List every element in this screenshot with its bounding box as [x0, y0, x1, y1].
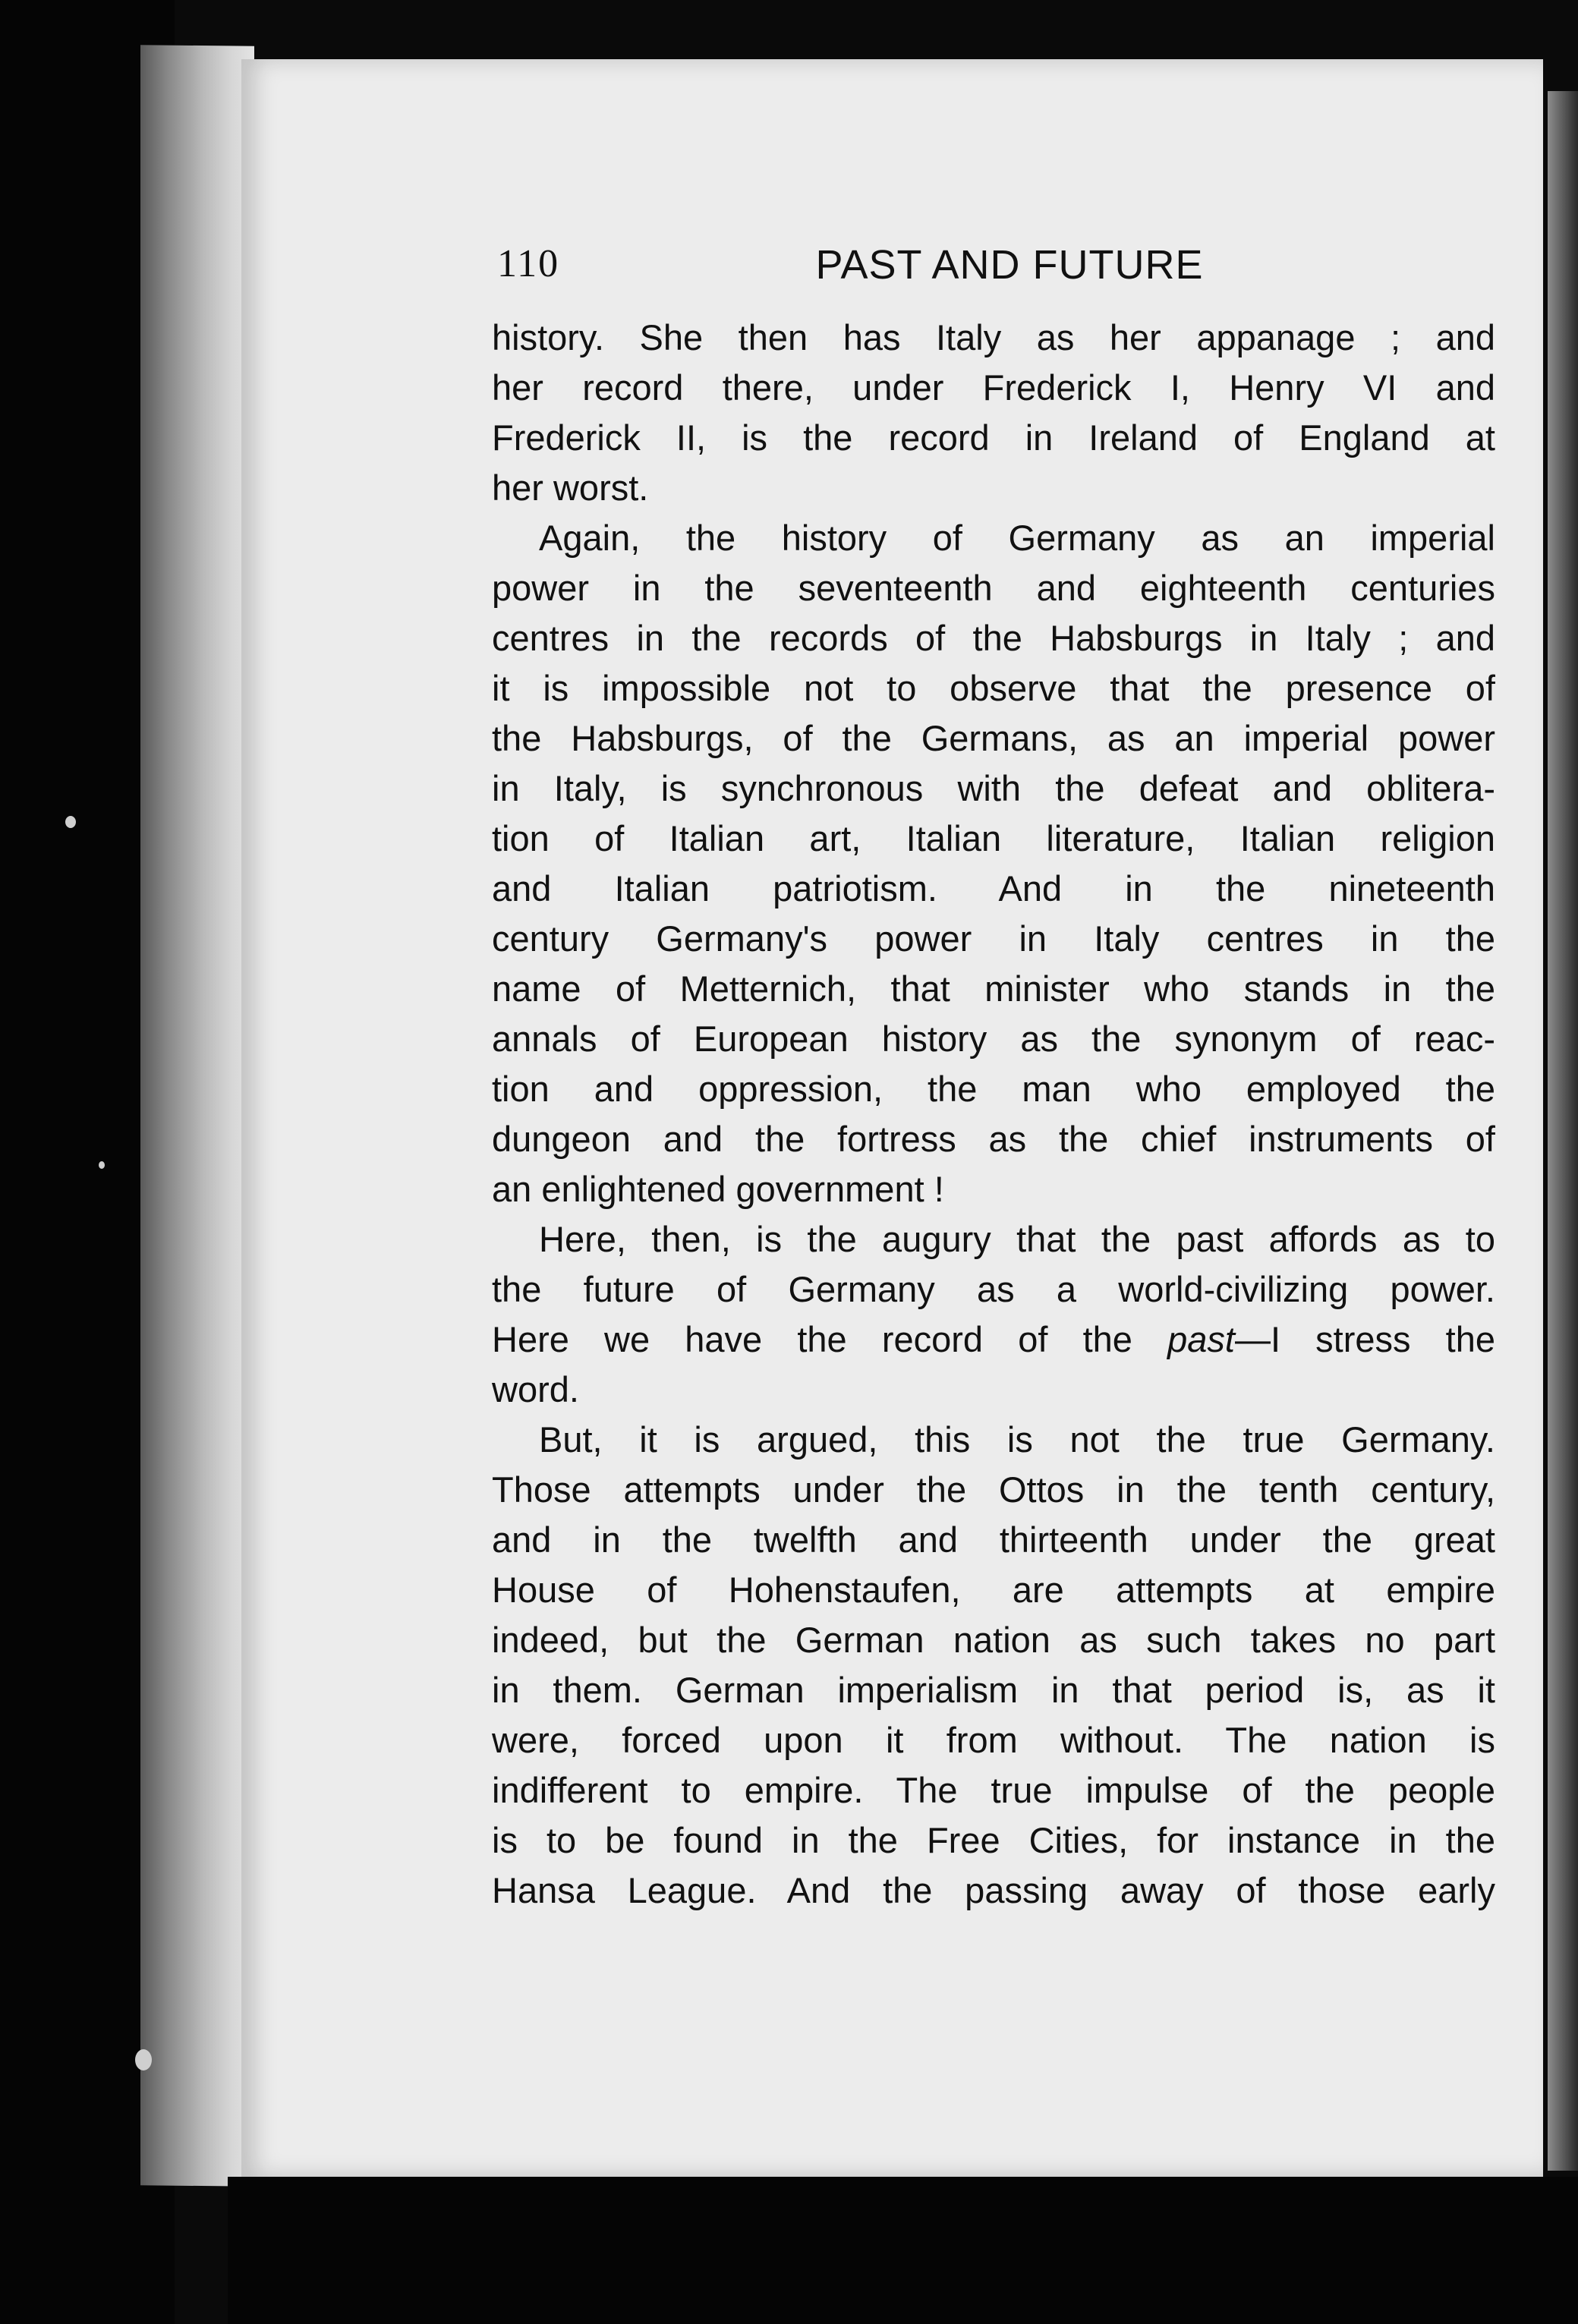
text-line: power in the seventeenth and eighteenth centuries [492, 568, 1495, 608]
text-line: and in the twelfth and thirteenth under the great [492, 1519, 1495, 1560]
dust-speck [99, 1161, 105, 1169]
text-line: indifferent to empire. The true impulse of the people [492, 1770, 1495, 1810]
text-line: her record there, under Frederick I, Henry VI and [492, 367, 1495, 408]
text-line: Again, the history of Germany as an imperial [539, 518, 1495, 558]
text-line: indeed, but the German nation as such takes no part [492, 1620, 1495, 1660]
text-line: centres in the records of the Habsburgs in Italy ; and [492, 618, 1495, 658]
italic-word: past [1167, 1319, 1235, 1359]
text-line: the Habsburgs, of the Germans, as an imperial power [492, 718, 1495, 758]
text-line: history. She then has Italy as her appanage ; and [492, 317, 1495, 357]
text-line: an enlightened government ! [492, 1169, 944, 1209]
text-line: tion and oppression, the man who employed the [492, 1069, 1495, 1109]
body-text [492, 313, 1495, 1916]
text-line: House of Hohenstaufen, are attempts at empire [492, 1570, 1495, 1610]
text-line: tion of Italian art, Italian literature, Italian religion [492, 818, 1495, 858]
text-line: But, it is argued, this is not the true Germany. [539, 1419, 1495, 1460]
text-line: in them. German imperialism in that period is, as it [492, 1670, 1495, 1710]
text-line: Those attempts under the Ottos in the tenth century, [492, 1469, 1495, 1510]
text-line: annals of European history as the synonym of reac- [492, 1019, 1495, 1059]
text-line: Here, then, is the augury that the past affords as to [539, 1219, 1495, 1259]
text-line: century Germany's power in Italy centres in the [492, 918, 1495, 959]
page-header [497, 241, 1491, 294]
scan-background-bottom [228, 2177, 1578, 2324]
text-line: her worst. [492, 468, 649, 508]
text-line: dungeon and the fortress as the chief instruments of [492, 1119, 1495, 1159]
text-line: it is impossible not to observe that the presence of [492, 668, 1495, 708]
text-line: is to be found in the Free Cities, for instance in the [492, 1820, 1495, 1860]
text-line: were, forced upon it from without. The nation is [492, 1720, 1495, 1760]
running-title: PAST AND FUTURE [815, 242, 1204, 288]
text-line: the future of Germany as a world-civilizing power. [492, 1269, 1495, 1309]
text-line: Hansa League. And the passing away of those early [492, 1870, 1495, 1910]
text-line: in Italy, is synchronous with the defeat and oblitera- [492, 768, 1495, 808]
text-line: Frederick II, is the record in Ireland of England at [492, 417, 1495, 458]
page-right-edge [1548, 91, 1578, 2171]
text-line: and Italian patriotism. And in the nineteenth [492, 868, 1495, 909]
text-line: Here we have the record of the past—I stress the [492, 1319, 1495, 1359]
dust-speck [65, 816, 76, 828]
text-line: word. [492, 1369, 579, 1409]
page-number: 110 [497, 242, 560, 285]
text-line: name of Metternich, that minister who stands in the [492, 968, 1495, 1009]
dust-speck [135, 2049, 152, 2071]
page-stack-edge [140, 45, 254, 2187]
